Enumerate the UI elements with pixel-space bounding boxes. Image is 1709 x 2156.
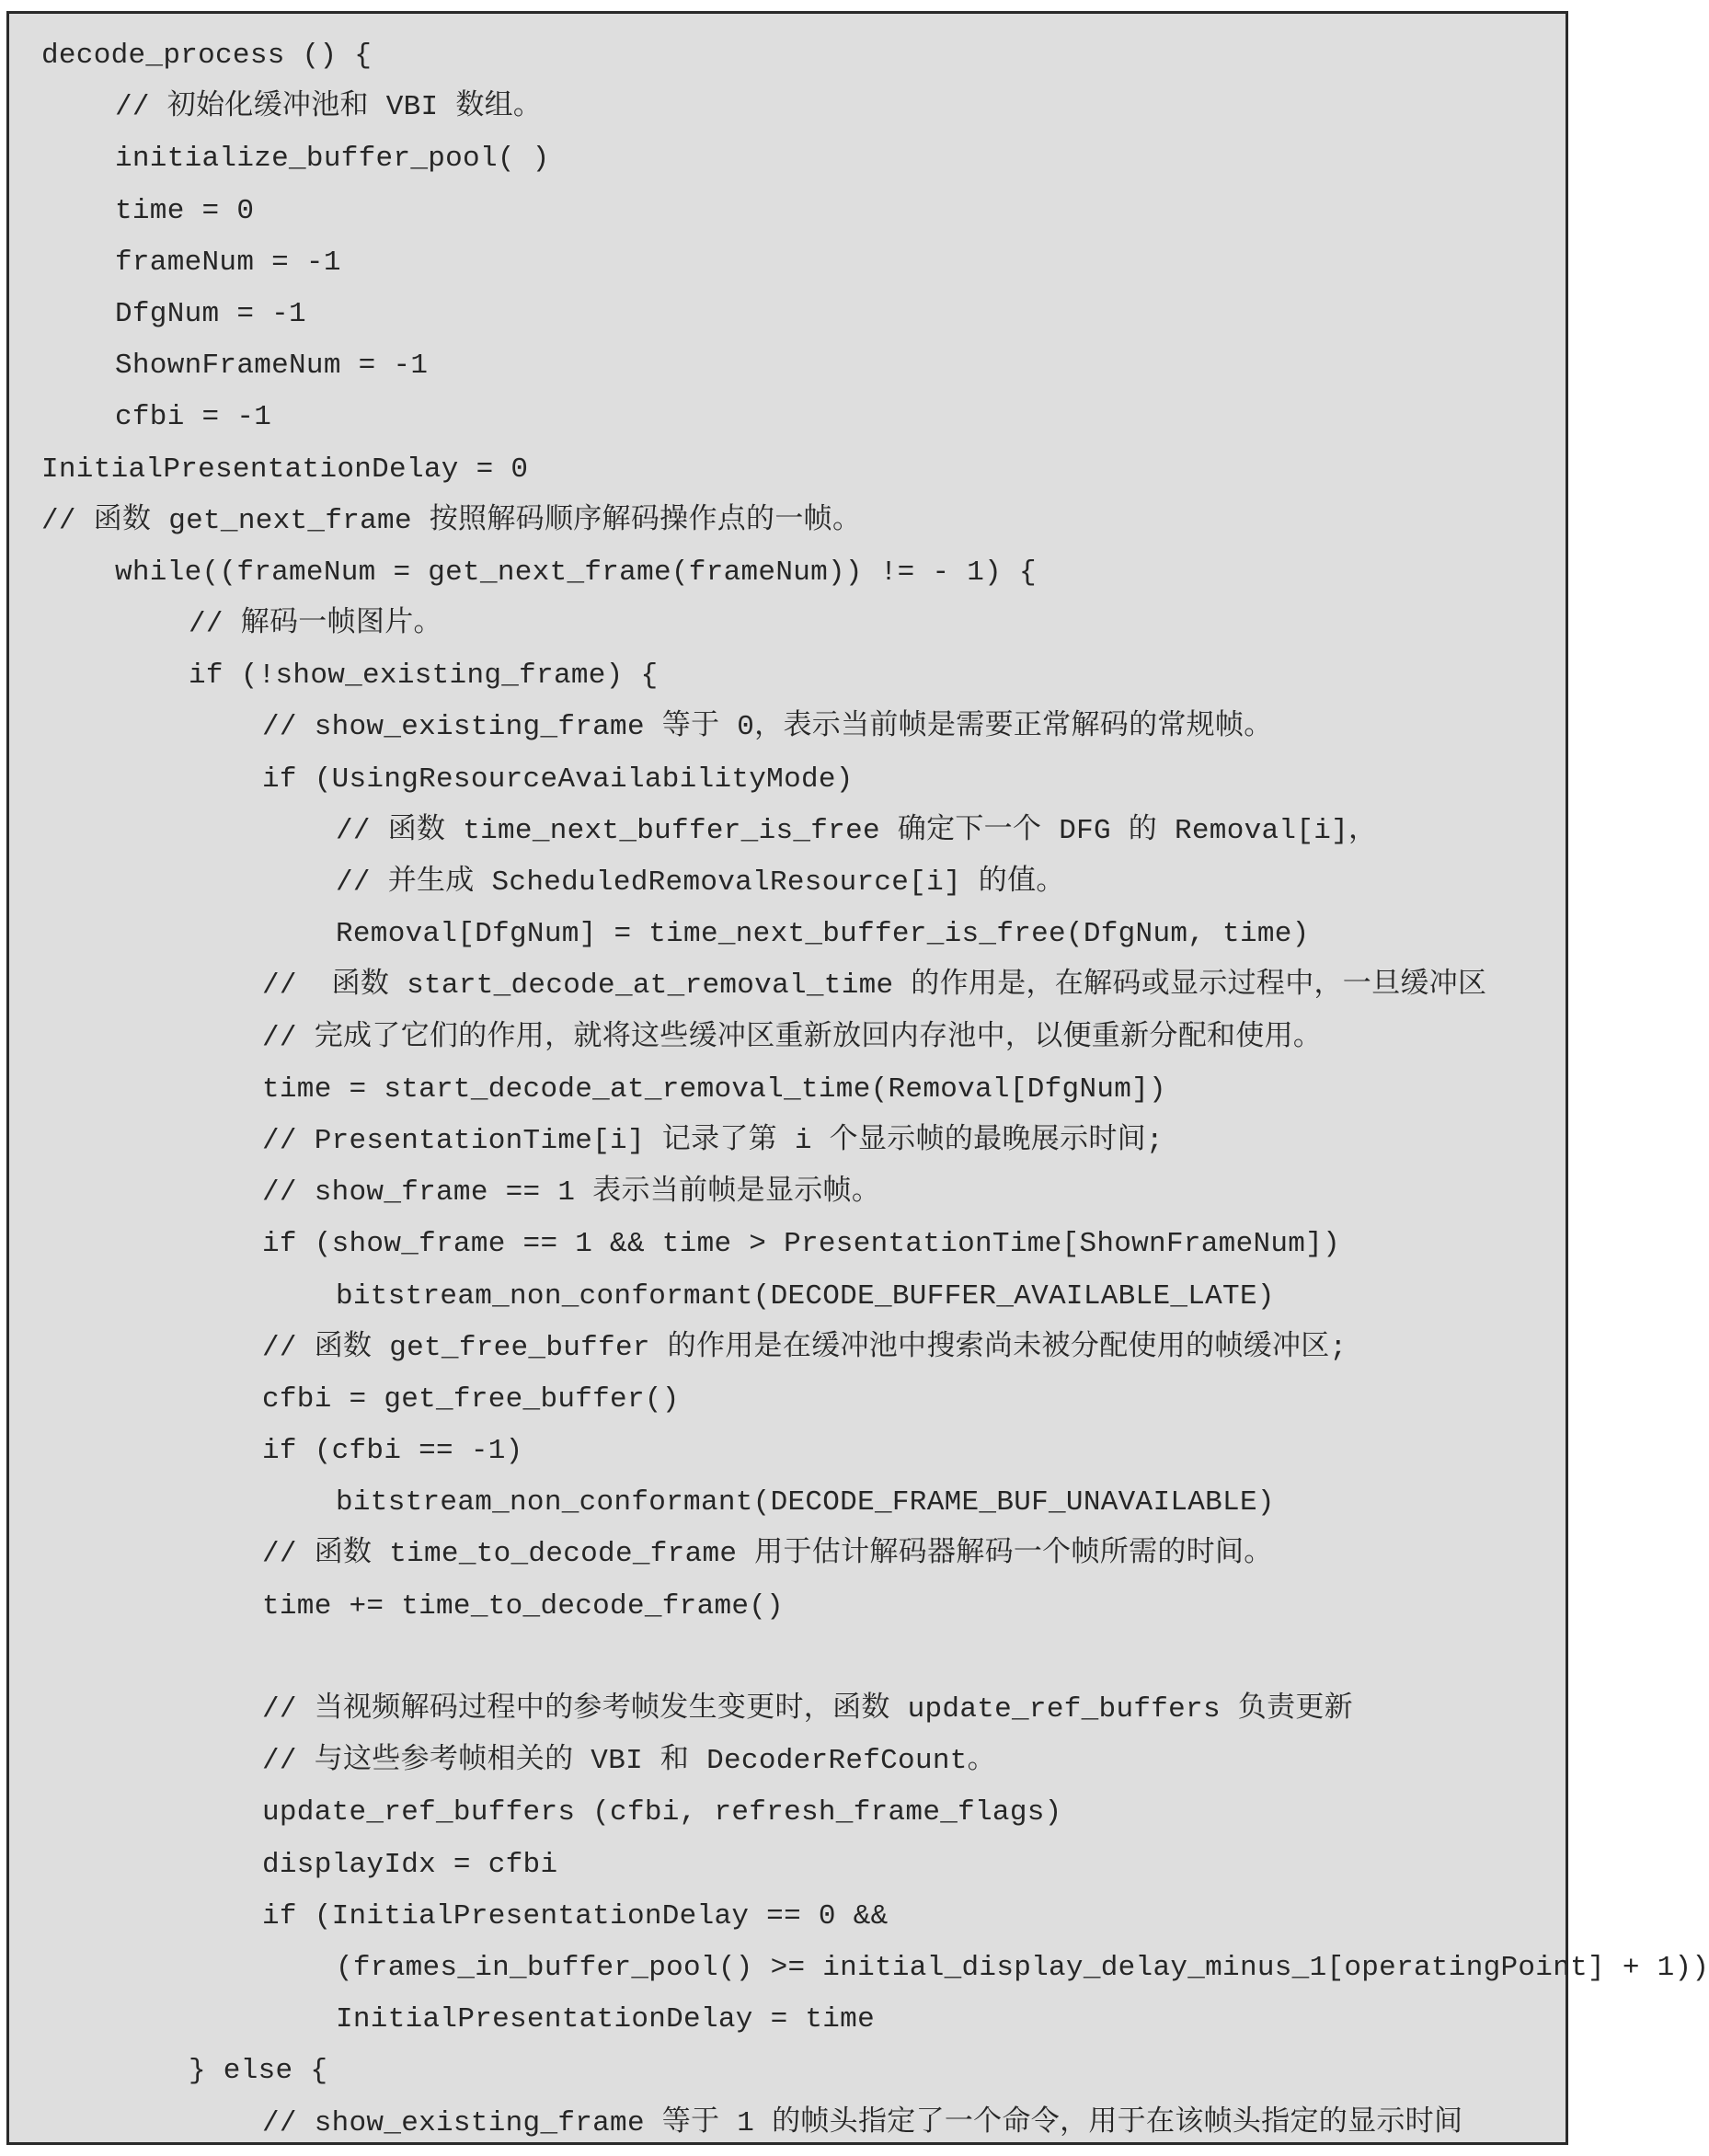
code-line: // 初始化缓冲池和 VBI 数组。 — [115, 91, 543, 124]
code-line: // PresentationTime[i] 记录了第 i 个显示帧的最晚展示时间; — [262, 1124, 1164, 1157]
code-line: // 函数 get_next_frame 按照解码顺序解码操作点的一帧。 — [41, 504, 862, 537]
code-line: bitstream_non_conformant(DECODE_FRAME_BUF_UNAVAILABLE) — [336, 1486, 1275, 1520]
code-line: // 函数 time_to_decode_frame 用于估计解码器解码一个帧所需的时间。 — [262, 1538, 1273, 1571]
code-line: update_ref_buffers (cfbi, refresh_frame_flags) — [262, 1796, 1062, 1829]
code-line: // show_existing_frame 等于 0，表示当前帧是需要正常解码的常规帧。 — [262, 711, 1273, 744]
code-line: // 函数 time_next_buffer_is_free 确定下一个 DFG 的 Removal[i]， — [336, 814, 1378, 847]
code-line: time += time_to_decode_frame() — [262, 1589, 785, 1623]
code-line: cfbi = get_free_buffer() — [262, 1382, 680, 1416]
code-line: decode_process () { — [41, 40, 373, 72]
code-line: InitialPresentationDelay = 0 — [41, 453, 529, 486]
code-line: if (UsingResourceAvailabilityMode) — [262, 763, 854, 796]
code-line — [41, 1633, 1566, 1684]
code-line: // 当视频解码过程中的参考帧发生变更时，函数 update_ref_buffers 负责更新 — [262, 1693, 1353, 1726]
code-line: time = start_decode_at_removal_time(Removal[DfgNum]) — [262, 1072, 1166, 1106]
code-line: // 函数 get_free_buffer 的作用是在缓冲池中搜索尚未被分配使用的帧缓冲区; — [262, 1331, 1348, 1364]
code-line: frameNum = -1 — [115, 246, 341, 279]
code-line: // 完成了它们的作用，就将这些缓冲区重新放回内存池中，以便重新分配和使用。 — [262, 1021, 1323, 1054]
code-line: // 函数 start_decode_at_removal_time 的作用是，在解码或显示过程中，一旦缓冲区 — [262, 969, 1487, 1003]
code-listing — [41, 30, 1709, 2150]
code-line: // 并生成 ScheduledRemovalResource[i] 的值。 — [336, 866, 1065, 899]
code-line: cfbi = -1 — [115, 401, 272, 434]
code-line: // 解码一帧图片。 — [189, 608, 442, 641]
code-line: while((frameNum = get_next_frame(frameNum)) != - 1) { — [115, 556, 1037, 589]
code-line: // show_frame == 1 表示当前帧是显示帧。 — [262, 1176, 881, 1210]
code-line: // show_existing_frame 等于 1 的帧头指定了一个命令，用于在该帧头指定的显示时间 — [262, 2106, 1463, 2139]
code-line: displayIdx = cfbi — [262, 1848, 558, 1881]
code-line: Removal[DfgNum] = time_next_buffer_is_free(DfgNum, time) — [336, 918, 1310, 951]
code-line: initialize_buffer_pool( ) — [115, 143, 550, 176]
code-line: (frames_in_buffer_pool() >= initial_display_delay_minus_1[operatingPoint] + 1)) — [336, 1951, 1709, 1984]
code-line: if (show_frame == 1 && time > PresentationTime[ShownFrameNum]) — [262, 1228, 1340, 1261]
code-line: DfgNum = -1 — [115, 297, 306, 330]
code-line: // 与这些参考帧相关的 VBI 和 DecoderRefCount。 — [262, 1745, 996, 1778]
code-line: if (cfbi == -1) — [262, 1435, 523, 1468]
code-line: bitstream_non_conformant(DECODE_BUFFER_AVAILABLE_LATE) — [336, 1279, 1275, 1313]
code-line: if (!show_existing_frame) { — [189, 659, 659, 693]
code-line: } else { — [189, 2055, 328, 2088]
code-line: ShownFrameNum = -1 — [115, 350, 429, 383]
code-line: if (InitialPresentationDelay == 0 && — [262, 1899, 889, 1932]
code-listing-box — [6, 11, 1709, 2145]
code-line: time = 0 — [115, 194, 255, 227]
code-line: InitialPresentationDelay = time — [336, 2003, 875, 2036]
